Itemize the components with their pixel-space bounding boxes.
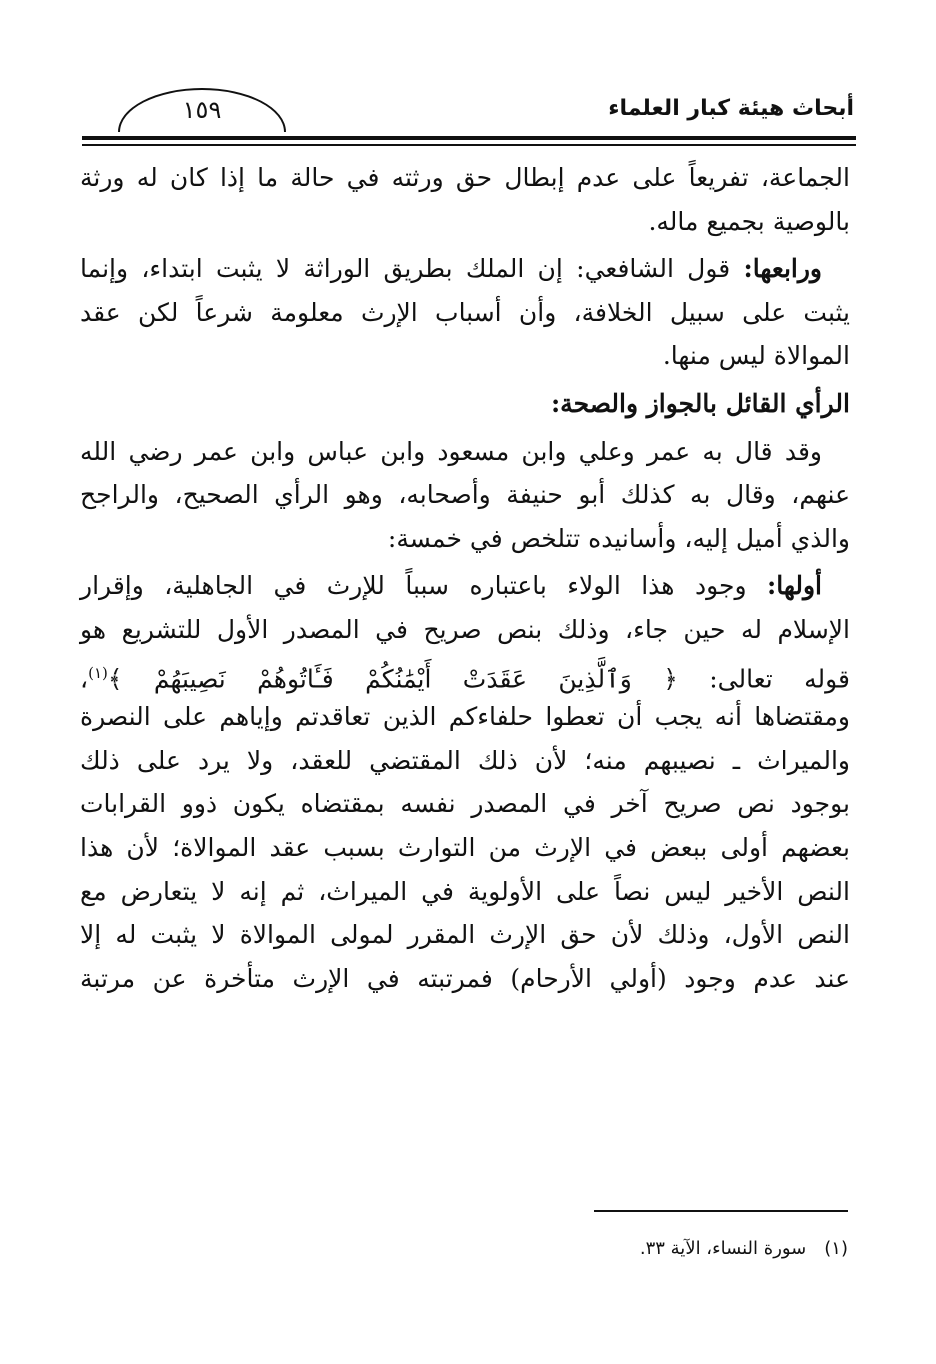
text-line-content: قول الشافعي: إن الملك بطريق الوراثة لا يثبت ابتداء، وإنما	[80, 254, 731, 284]
page-header	[82, 88, 856, 138]
text-line-content: وقد قال به عمر وعلي وابن مسعود وابن عباس وابن عمر رضي الله	[80, 436, 822, 466]
section-heading	[80, 382, 850, 426]
paragraph-label: أولها:	[767, 571, 823, 601]
text-line	[80, 430, 850, 474]
text-line	[80, 564, 850, 608]
footnote-text: سورة النساء، الآية ٣٣.	[639, 1238, 807, 1259]
paragraph-continuation	[80, 156, 850, 243]
text-line: والذي أميل إليه، وأسانيده تتلخص في خمسة:	[387, 523, 850, 553]
text-line-content: وجود هذا الولاء باعتباره سبباً للإرث في الجاهلية، وإقرار	[80, 571, 747, 601]
footnote-rule	[594, 1210, 848, 1212]
text-line: عنهم، وقال به كذلك أبو حنيفة وأصحابه، وهو الرأي الصحيح، والراجح	[80, 480, 850, 510]
text-line: بعضهم أولى ببعض في الإرث من التوارث بسبب عقد الموالاة؛ لأن هذا	[80, 832, 850, 862]
text-line: النص الأخير ليس نصاً على الأولوية في الميراث، ثم إنه لا يتعارض مع	[80, 876, 850, 906]
text-line: الجماعة، تفريعاً على عدم إبطال حق ورثته في حالة ما إذا كان له ورثة	[80, 163, 850, 192]
text-line: الموالاة ليس منها.	[662, 341, 850, 371]
page-number: ١٥٩	[182, 96, 222, 124]
section-heading-text: الرأي القائل بالجواز والصحة:	[550, 388, 850, 418]
paragraph-label: ورابعها:	[743, 254, 822, 284]
text-line: والميراث ـ نصيبهم منه؛ لأن ذلك المقتضي للعقد، ولا يرد على ذلك	[80, 745, 850, 775]
header-rule-thick	[82, 136, 856, 140]
punctuation: ،	[80, 663, 89, 693]
text-line	[80, 652, 850, 696]
quote-intro: قوله تعالى:	[709, 663, 851, 693]
text-line	[80, 247, 850, 291]
body-text	[80, 156, 850, 1000]
text-line: النص الأول، وذلك لأن حق الإرث المقرر لمولى الموالاة لا يثبت له إلا	[80, 920, 850, 950]
header-rule-thin	[82, 144, 856, 146]
text-line: بوجود نص صريح آخر في المصدر نفسه بمقتضاه يكون ذوو القرابات	[80, 789, 850, 819]
page-number-frame	[118, 88, 286, 132]
paragraph-opinion	[80, 430, 850, 561]
running-title: أبحاث هيئة كبار العلماء	[608, 96, 854, 121]
footnote-marker: (١)	[88, 663, 108, 682]
text-line: يثبت على سبيل الخلافة، وأن أسباب الإرث معلومة شرعاً لكن عقد	[80, 297, 850, 327]
footnote	[640, 1238, 848, 1259]
footnote-number: (١)	[824, 1238, 848, 1259]
text-line: عند عدم وجود (أولي الأرحام) فمرتبته في الإرث متأخرة عن مرتبة	[80, 963, 850, 993]
paragraph-first	[80, 564, 850, 1000]
text-line: بالوصية بجميع ماله.	[648, 206, 850, 236]
text-line: الإسلام له حين جاء، وذلك بنص صريح في المصدر الأول للتشريع هو	[80, 614, 850, 644]
paragraph-fourth	[80, 247, 850, 378]
text-line: ومقتضاها أنه يجب أن تعطوا حلفاءكم الذين تعاقدتم وإياهم على النصرة	[80, 702, 850, 732]
quran-verse: ﴿ وَٱلَّذِينَ عَقَدَتْ أَيْمَٰنُكُمْ فَـَٔاتُوهُمْ نَصِيبَهُمْ ﴾	[107, 663, 678, 693]
